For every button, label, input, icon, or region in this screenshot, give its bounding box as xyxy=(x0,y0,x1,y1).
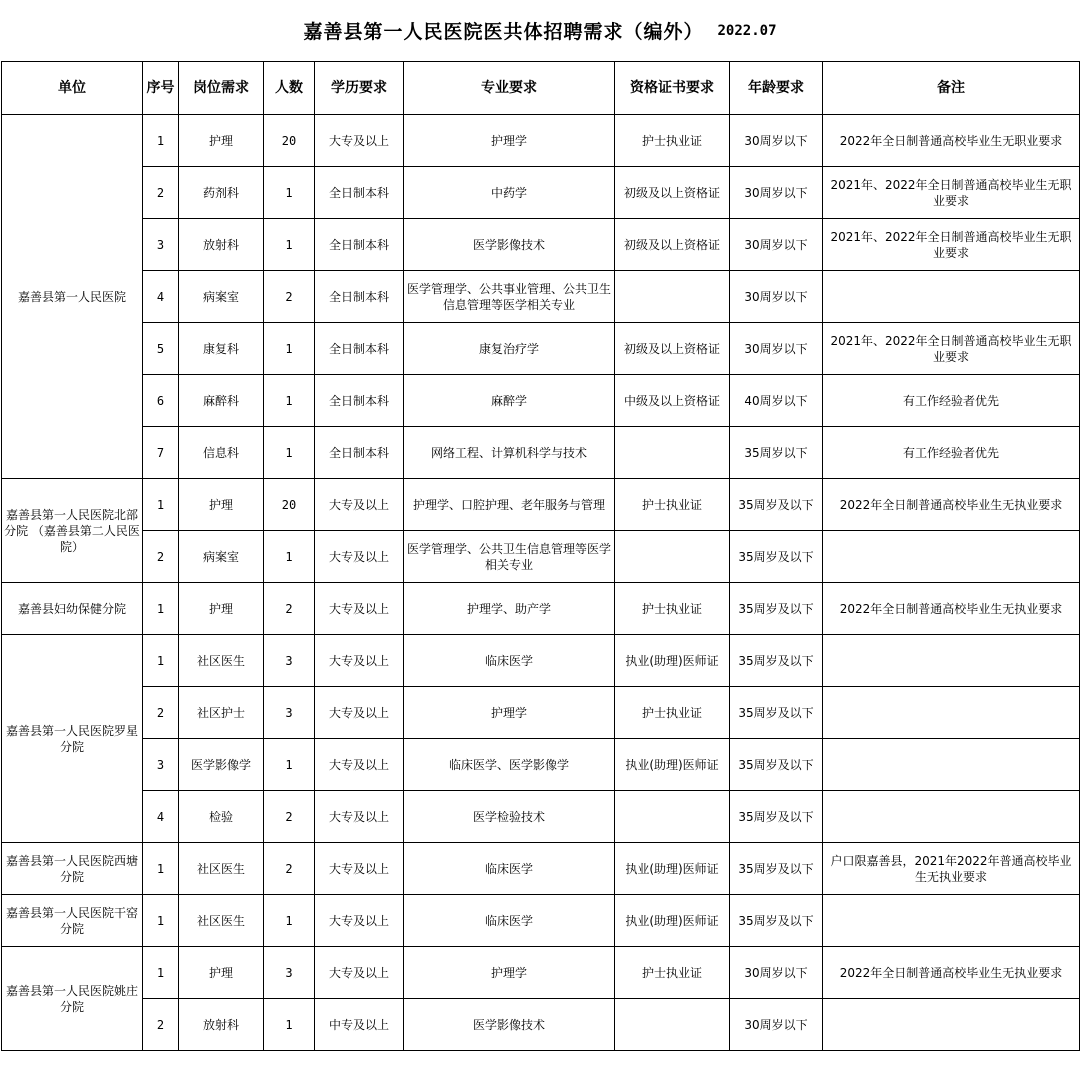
major-cell: 医学管理学、公共卫生信息管理等医学相关专业 xyxy=(404,531,615,583)
title-date: 2022.07 xyxy=(717,22,777,39)
post-cell: 病案室 xyxy=(179,271,264,323)
major-cell: 中药学 xyxy=(404,167,615,219)
education-cell: 大专及以上 xyxy=(315,531,404,583)
note-cell xyxy=(823,791,1080,843)
age-cell: 35周岁及以下 xyxy=(730,739,823,791)
education-cell: 全日制本科 xyxy=(315,375,404,427)
note-cell: 2022年全日制普通高校毕业生无执业要求 xyxy=(823,947,1080,999)
table-row xyxy=(2,531,1080,583)
age-cell: 35周岁及以下 xyxy=(730,791,823,843)
age-cell: 35周岁及以下 xyxy=(730,687,823,739)
certificate-cell: 护士执业证 xyxy=(615,687,730,739)
note-cell: 有工作经验者优先 xyxy=(823,375,1080,427)
count-cell: 1 xyxy=(264,999,315,1051)
certificate-cell: 初级及以上资格证 xyxy=(615,323,730,375)
table-row xyxy=(2,583,1080,635)
note-cell: 2021年、2022年全日制普通高校毕业生无职业要求 xyxy=(823,219,1080,271)
education-cell: 大专及以上 xyxy=(315,635,404,687)
table-row xyxy=(2,167,1080,219)
header-major: 专业要求 xyxy=(404,62,615,115)
count-cell: 20 xyxy=(264,115,315,167)
age-cell: 35周岁及以下 xyxy=(730,635,823,687)
seq-cell: 3 xyxy=(143,739,179,791)
post-cell: 信息科 xyxy=(179,427,264,479)
major-cell: 临床医学、医学影像学 xyxy=(404,739,615,791)
certificate-cell xyxy=(615,271,730,323)
age-cell: 30周岁以下 xyxy=(730,219,823,271)
count-cell: 3 xyxy=(264,635,315,687)
certificate-cell: 护士执业证 xyxy=(615,479,730,531)
major-cell: 临床医学 xyxy=(404,635,615,687)
seq-cell: 7 xyxy=(143,427,179,479)
note-cell xyxy=(823,635,1080,687)
education-cell: 大专及以上 xyxy=(315,583,404,635)
age-cell: 30周岁以下 xyxy=(730,167,823,219)
post-cell: 康复科 xyxy=(179,323,264,375)
count-cell: 1 xyxy=(264,167,315,219)
count-cell: 3 xyxy=(264,687,315,739)
education-cell: 大专及以上 xyxy=(315,687,404,739)
seq-cell: 4 xyxy=(143,791,179,843)
education-cell: 大专及以上 xyxy=(315,791,404,843)
count-cell: 2 xyxy=(264,791,315,843)
post-cell: 检验 xyxy=(179,791,264,843)
table-row xyxy=(2,375,1080,427)
age-cell: 30周岁以下 xyxy=(730,999,823,1051)
unit-cell: 嘉善县第一人民医院 xyxy=(2,115,143,479)
education-cell: 全日制本科 xyxy=(315,271,404,323)
certificate-cell xyxy=(615,999,730,1051)
seq-cell: 1 xyxy=(143,115,179,167)
post-cell: 社区护士 xyxy=(179,687,264,739)
table-row xyxy=(2,687,1080,739)
certificate-cell: 护士执业证 xyxy=(615,583,730,635)
unit-cell: 嘉善县第一人民医院姚庄分院 xyxy=(2,947,143,1051)
recruitment-table xyxy=(1,61,1080,1051)
note-cell xyxy=(823,687,1080,739)
count-cell: 3 xyxy=(264,947,315,999)
education-cell: 大专及以上 xyxy=(315,115,404,167)
major-cell: 网络工程、计算机科学与技术 xyxy=(404,427,615,479)
certificate-cell xyxy=(615,791,730,843)
count-cell: 1 xyxy=(264,427,315,479)
note-cell: 2022年全日制普通高校毕业生无执业要求 xyxy=(823,583,1080,635)
table-row xyxy=(2,271,1080,323)
seq-cell: 1 xyxy=(143,583,179,635)
age-cell: 35周岁及以下 xyxy=(730,895,823,947)
table-row xyxy=(2,323,1080,375)
post-cell: 药剂科 xyxy=(179,167,264,219)
table-row xyxy=(2,739,1080,791)
major-cell: 麻醉学 xyxy=(404,375,615,427)
certificate-cell: 中级及以上资格证 xyxy=(615,375,730,427)
table-row xyxy=(2,427,1080,479)
age-cell: 35周岁及以下 xyxy=(730,843,823,895)
header-post: 岗位需求 xyxy=(179,62,264,115)
seq-cell: 5 xyxy=(143,323,179,375)
age-cell: 35周岁及以下 xyxy=(730,531,823,583)
count-cell: 20 xyxy=(264,479,315,531)
table-row xyxy=(2,895,1080,947)
note-cell: 2022年全日制普通高校毕业生无执业要求 xyxy=(823,479,1080,531)
education-cell: 中专及以上 xyxy=(315,999,404,1051)
education-cell: 全日制本科 xyxy=(315,427,404,479)
certificate-cell: 执业(助理)医师证 xyxy=(615,843,730,895)
count-cell: 2 xyxy=(264,583,315,635)
education-cell: 大专及以上 xyxy=(315,947,404,999)
table-row xyxy=(2,947,1080,999)
seq-cell: 2 xyxy=(143,531,179,583)
header-no: 序号 xyxy=(143,62,179,115)
seq-cell: 4 xyxy=(143,271,179,323)
seq-cell: 1 xyxy=(143,895,179,947)
table-row xyxy=(2,479,1080,531)
count-cell: 1 xyxy=(264,323,315,375)
document-title xyxy=(0,0,1080,61)
header-certificate: 资格证书要求 xyxy=(615,62,730,115)
post-cell: 麻醉科 xyxy=(179,375,264,427)
seq-cell: 2 xyxy=(143,687,179,739)
post-cell: 社区医生 xyxy=(179,635,264,687)
header-unit: 单位 xyxy=(2,62,143,115)
table-row xyxy=(2,635,1080,687)
note-cell: 户口限嘉善县，2021年2022年普通高校毕业生无执业要求 xyxy=(823,843,1080,895)
seq-cell: 6 xyxy=(143,375,179,427)
post-cell: 放射科 xyxy=(179,219,264,271)
table-row xyxy=(2,843,1080,895)
age-cell: 35周岁及以下 xyxy=(730,479,823,531)
count-cell: 1 xyxy=(264,219,315,271)
major-cell: 临床医学 xyxy=(404,895,615,947)
seq-cell: 2 xyxy=(143,999,179,1051)
certificate-cell: 执业(助理)医师证 xyxy=(615,635,730,687)
post-cell: 社区医生 xyxy=(179,843,264,895)
education-cell: 全日制本科 xyxy=(315,219,404,271)
note-cell xyxy=(823,271,1080,323)
age-cell: 40周岁以下 xyxy=(730,375,823,427)
note-cell: 2021年、2022年全日制普通高校毕业生无职业要求 xyxy=(823,323,1080,375)
age-cell: 30周岁以下 xyxy=(730,271,823,323)
major-cell: 临床医学 xyxy=(404,843,615,895)
post-cell: 护理 xyxy=(179,479,264,531)
table-row xyxy=(2,219,1080,271)
education-cell: 大专及以上 xyxy=(315,479,404,531)
post-cell: 护理 xyxy=(179,583,264,635)
header-count: 人数 xyxy=(264,62,315,115)
major-cell: 医学检验技术 xyxy=(404,791,615,843)
header-education: 学历要求 xyxy=(315,62,404,115)
note-cell xyxy=(823,999,1080,1051)
certificate-cell xyxy=(615,427,730,479)
certificate-cell: 初级及以上资格证 xyxy=(615,167,730,219)
header-age: 年龄要求 xyxy=(730,62,823,115)
major-cell: 护理学、口腔护理、老年服务与管理 xyxy=(404,479,615,531)
education-cell: 全日制本科 xyxy=(315,167,404,219)
post-cell: 病案室 xyxy=(179,531,264,583)
seq-cell: 2 xyxy=(143,167,179,219)
major-cell: 护理学、助产学 xyxy=(404,583,615,635)
certificate-cell xyxy=(615,531,730,583)
unit-cell: 嘉善县妇幼保健分院 xyxy=(2,583,143,635)
post-cell: 护理 xyxy=(179,947,264,999)
table-body xyxy=(2,115,1080,1051)
education-cell: 大专及以上 xyxy=(315,895,404,947)
major-cell: 护理学 xyxy=(404,115,615,167)
note-cell xyxy=(823,895,1080,947)
post-cell: 护理 xyxy=(179,115,264,167)
age-cell: 30周岁以下 xyxy=(730,115,823,167)
unit-cell: 嘉善县第一人民医院北部分院 （嘉善县第二人民医院） xyxy=(2,479,143,583)
seq-cell: 1 xyxy=(143,843,179,895)
title-text: 嘉善县第一人民医院医共体招聘需求（编外） xyxy=(303,21,704,43)
education-cell: 大专及以上 xyxy=(315,739,404,791)
seq-cell: 1 xyxy=(143,635,179,687)
seq-cell: 1 xyxy=(143,479,179,531)
major-cell: 护理学 xyxy=(404,687,615,739)
table-row xyxy=(2,115,1080,167)
post-cell: 放射科 xyxy=(179,999,264,1051)
seq-cell: 1 xyxy=(143,947,179,999)
header-note: 备注 xyxy=(823,62,1080,115)
note-cell: 2022年全日制普通高校毕业生无职业要求 xyxy=(823,115,1080,167)
note-cell: 有工作经验者优先 xyxy=(823,427,1080,479)
major-cell: 护理学 xyxy=(404,947,615,999)
education-cell: 大专及以上 xyxy=(315,843,404,895)
note-cell xyxy=(823,739,1080,791)
certificate-cell: 执业(助理)医师证 xyxy=(615,895,730,947)
table-row xyxy=(2,999,1080,1051)
major-cell: 医学影像技术 xyxy=(404,999,615,1051)
count-cell: 2 xyxy=(264,843,315,895)
age-cell: 35周岁以下 xyxy=(730,427,823,479)
seq-cell: 3 xyxy=(143,219,179,271)
count-cell: 1 xyxy=(264,895,315,947)
count-cell: 1 xyxy=(264,375,315,427)
unit-cell: 嘉善县第一人民医院西塘分院 xyxy=(2,843,143,895)
major-cell: 医学管理学、公共事业管理、公共卫生信息管理等医学相关专业 xyxy=(404,271,615,323)
header-row xyxy=(2,62,1080,115)
major-cell: 康复治疗学 xyxy=(404,323,615,375)
count-cell: 2 xyxy=(264,271,315,323)
unit-cell: 嘉善县第一人民医院罗星分院 xyxy=(2,635,143,843)
table-row xyxy=(2,791,1080,843)
unit-cell: 嘉善县第一人民医院干窑分院 xyxy=(2,895,143,947)
certificate-cell: 护士执业证 xyxy=(615,115,730,167)
post-cell: 医学影像学 xyxy=(179,739,264,791)
certificate-cell: 初级及以上资格证 xyxy=(615,219,730,271)
certificate-cell: 护士执业证 xyxy=(615,947,730,999)
major-cell: 医学影像技术 xyxy=(404,219,615,271)
post-cell: 社区医生 xyxy=(179,895,264,947)
note-cell xyxy=(823,531,1080,583)
count-cell: 1 xyxy=(264,531,315,583)
education-cell: 全日制本科 xyxy=(315,323,404,375)
age-cell: 30周岁以下 xyxy=(730,323,823,375)
age-cell: 30周岁以下 xyxy=(730,947,823,999)
note-cell: 2021年、2022年全日制普通高校毕业生无职业要求 xyxy=(823,167,1080,219)
count-cell: 1 xyxy=(264,739,315,791)
age-cell: 35周岁及以下 xyxy=(730,583,823,635)
certificate-cell: 执业(助理)医师证 xyxy=(615,739,730,791)
